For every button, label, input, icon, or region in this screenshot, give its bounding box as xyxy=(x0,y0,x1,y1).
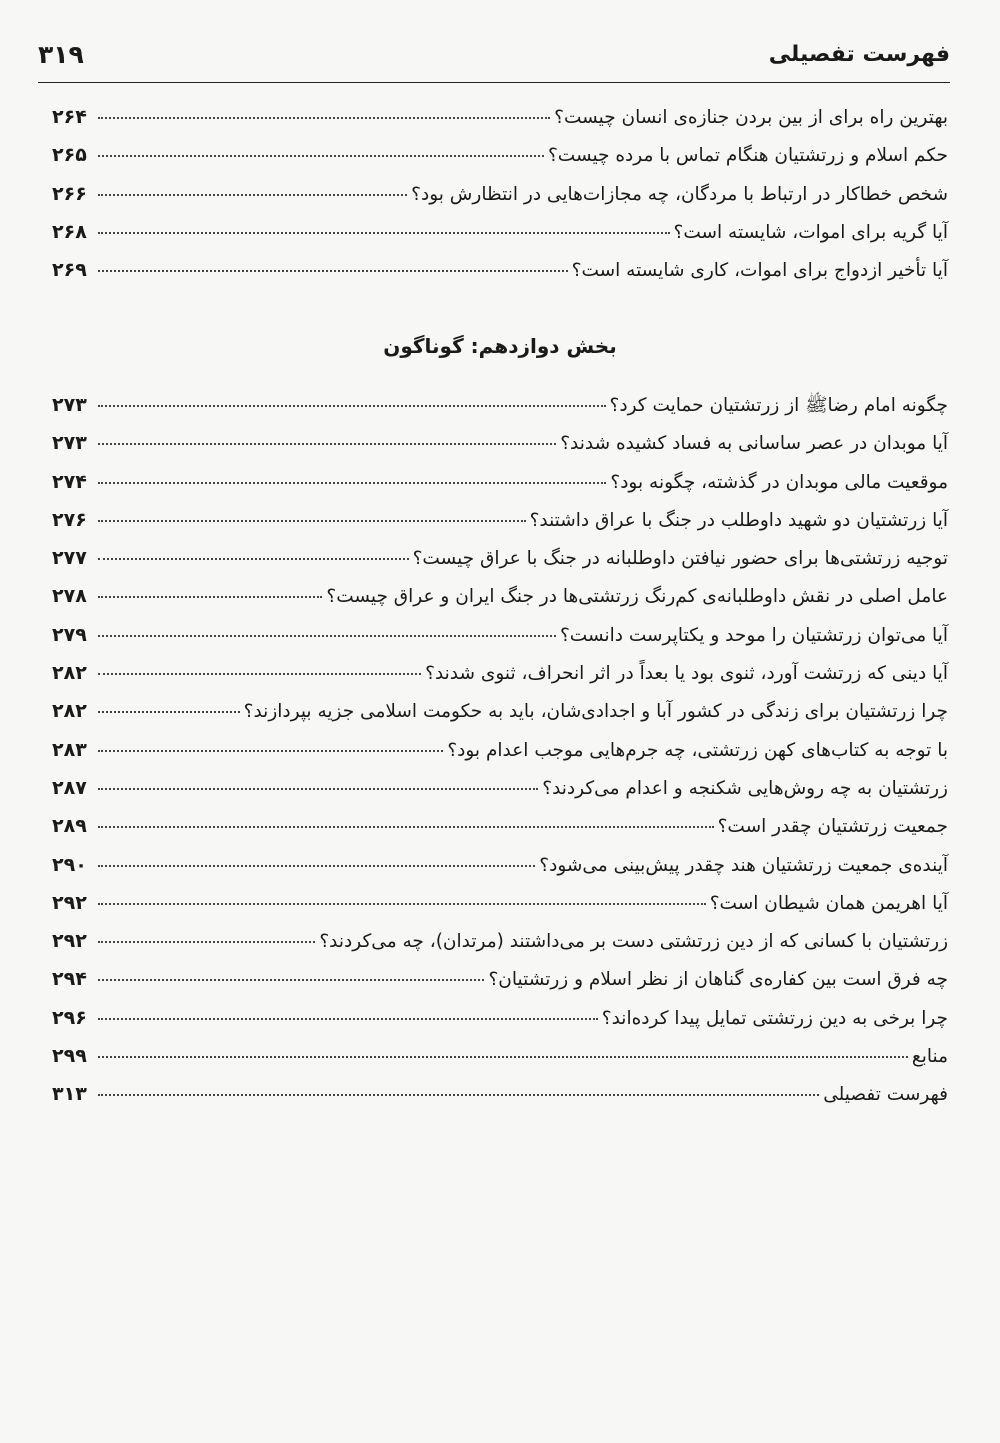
toc-entry xyxy=(52,692,948,730)
toc-entry-title: موقعیت مالی موبدان در گذشته، چگونه بود؟ xyxy=(610,471,948,493)
toc-entry xyxy=(52,999,948,1037)
toc-entry xyxy=(52,463,948,501)
toc-entry-page: ۲۹۲ xyxy=(52,891,87,914)
dot-leader xyxy=(98,558,409,560)
toc-entry-page: ۲۷۶ xyxy=(52,508,87,531)
toc-entry-title: چرا زرتشتیان برای زندگی در کشور آبا و اجدادی‌شان، باید به حکومت اسلامی جزیه بپردازند؟ xyxy=(243,701,948,723)
toc-entry xyxy=(52,501,948,539)
toc-entry xyxy=(52,884,948,922)
toc-entry xyxy=(52,424,948,462)
page-number: ۳۱۹ xyxy=(38,40,84,69)
toc-entry-page: ۲۸۹ xyxy=(52,815,87,838)
toc-entry-page: ۲۶۶ xyxy=(52,182,87,205)
toc-entry-page: ۲۸۲ xyxy=(52,662,87,685)
toc-entry-title: آیا تأخیر ازدواج برای اموات، کاری شایسته است؟ xyxy=(571,260,948,282)
toc-entry-title: توجیه زرتشتی‌ها برای حضور نیافتن داوطلبانه در جنگ با عراق چیست؟ xyxy=(412,548,948,570)
dot-leader xyxy=(98,941,315,943)
toc-entry xyxy=(52,1037,948,1075)
toc-entry-page: ۲۶۴ xyxy=(52,106,87,128)
toc-entry-title: آیا اهریمن همان شیطان است؟ xyxy=(709,892,948,914)
toc-entry-title: شخص خطاکار در ارتباط با مردگان، چه مجازات‌هایی در انتظارش بود؟ xyxy=(411,183,948,205)
toc-entry-title: آیا گریه برای اموات، شایسته است؟ xyxy=(673,221,948,243)
dot-leader xyxy=(98,482,606,484)
toc-entry-title: زرتشتیان با کسانی که از دین زرتشتی دست بر می‌داشتند (مرتدان)، چه می‌کردند؟ xyxy=(319,931,948,953)
toc-entry-title: منابع xyxy=(911,1046,948,1068)
dot-leader xyxy=(98,788,538,790)
dot-leader xyxy=(98,750,443,752)
toc-list-top xyxy=(52,98,948,289)
dot-leader xyxy=(98,865,535,867)
toc-entry-title: آیا زرتشتیان دو شهید داوطلب در جنگ با عراق داشتند؟ xyxy=(529,509,948,531)
running-header-title: فهرست تفصیلی xyxy=(768,42,950,67)
dot-leader xyxy=(98,826,714,828)
toc-entry xyxy=(52,1075,948,1113)
toc-entry-page: ۲۹۹ xyxy=(52,1045,87,1068)
dot-leader xyxy=(98,405,606,407)
toc-entry xyxy=(52,846,948,884)
toc-entry xyxy=(52,769,948,807)
toc-entry-title: چگونه امام رضاﷺ از زرتشتیان حمایت کرد؟ xyxy=(609,395,948,416)
toc-entry-title: با توجه به کتاب‌های کهن زرتشتی، چه جرم‌هایی موجب اعدام بود؟ xyxy=(447,739,948,761)
toc-entry xyxy=(52,731,948,769)
toc-entry-title: فهرست تفصیلی xyxy=(823,1084,948,1106)
dot-leader xyxy=(98,635,556,637)
toc-entry-page: ۲۹۲ xyxy=(52,930,87,953)
toc-entry-page: ۲۷۹ xyxy=(52,623,87,646)
toc-list-bottom xyxy=(52,386,948,1114)
toc-entry-page: ۲۷۳ xyxy=(52,432,87,455)
dot-leader xyxy=(98,1056,908,1058)
toc-entry xyxy=(52,654,948,692)
toc-entry-title: آیا می‌توان زرتشتیان را موحد و یکتاپرست دانست؟ xyxy=(559,624,948,646)
toc-entry xyxy=(52,136,948,174)
toc-entry-title: جمعیت زرتشتیان چقدر است؟ xyxy=(717,816,948,838)
toc-entry-page: ۲۶۸ xyxy=(52,220,87,243)
dot-leader xyxy=(98,1094,819,1096)
dot-leader xyxy=(98,673,421,675)
toc-entry-page: ۲۸۲ xyxy=(52,700,87,723)
toc-entry xyxy=(52,539,948,577)
dot-leader xyxy=(98,979,484,981)
dot-leader xyxy=(98,270,568,272)
running-header xyxy=(38,38,950,83)
toc-entry xyxy=(52,251,948,289)
toc-entry-title: آیا دینی که زرتشت آورد، ثنوی بود یا بعداً در اثر انحراف، ثنوی شدند؟ xyxy=(425,663,948,685)
toc-entry-title: زرتشتیان به چه روش‌هایی شکنجه و اعدام می‌کردند؟ xyxy=(542,777,948,799)
toc-entry-page: ۲۸۷ xyxy=(52,776,87,799)
toc-entry xyxy=(52,577,948,615)
dot-leader xyxy=(98,232,670,234)
toc-entry xyxy=(52,386,948,424)
toc-entry-page: ۳۱۳ xyxy=(52,1083,87,1106)
toc-entry xyxy=(52,98,948,136)
toc-entry-page: ۲۹۶ xyxy=(52,1006,87,1029)
toc-entry-page: ۲۷۸ xyxy=(52,585,87,608)
toc-entry-title: آیا موبدان در عصر ساسانی به فساد کشیده شدند؟ xyxy=(560,433,948,455)
toc-entry xyxy=(52,807,948,845)
dot-leader xyxy=(98,520,526,522)
toc-entry-title: چرا برخی به دین زرتشتی تمایل پیدا کرده‌اند؟ xyxy=(601,1007,948,1029)
toc-entry-page: ۲۶۵ xyxy=(52,144,87,167)
toc-entry-page: ۲۹۰ xyxy=(52,853,87,876)
toc-entry-title: عامل اصلی در نقش داوطلبانه‌ی کم‌رنگ زرتشتی‌ها در جنگ ایران و عراق چیست؟ xyxy=(326,586,948,608)
toc-entry-page: ۲۶۹ xyxy=(52,259,87,282)
toc-entry xyxy=(52,213,948,251)
toc-entry xyxy=(52,175,948,213)
dot-leader xyxy=(98,903,706,905)
dot-leader xyxy=(98,711,240,713)
toc-entry xyxy=(52,960,948,998)
toc-entry-page: ۲۹۴ xyxy=(52,968,87,991)
dot-leader xyxy=(98,117,550,119)
toc-entry xyxy=(52,616,948,654)
toc-entry-title: بهترین راه برای از بین بردن جنازه‌ی انسان چیست؟ xyxy=(554,107,948,128)
dot-leader xyxy=(98,443,556,445)
dot-leader xyxy=(98,194,407,196)
toc-entry-page: ۲۸۳ xyxy=(52,738,87,761)
toc-entry-page: ۲۷۷ xyxy=(52,547,87,570)
toc-entry-title: حکم اسلام و زرتشتیان هنگام تماس با مرده چیست؟ xyxy=(547,145,948,167)
toc-entry-title: چه فرق است بین کفاره‌ی گناهان از نظر اسلام و زرتشتیان؟ xyxy=(488,969,948,991)
dot-leader xyxy=(98,596,322,598)
toc-entry-page: ۲۷۳ xyxy=(52,394,87,416)
dot-leader xyxy=(98,1018,598,1020)
toc-entry-page: ۲۷۴ xyxy=(52,470,87,493)
dot-leader xyxy=(98,155,544,157)
toc-entry-title: آینده‌ی جمعیت زرتشتیان هند چقدر پیش‌بینی می‌شود؟ xyxy=(539,854,948,876)
section-heading: بخش دوازدهم: گوناگون xyxy=(383,334,617,358)
toc-entry xyxy=(52,922,948,960)
